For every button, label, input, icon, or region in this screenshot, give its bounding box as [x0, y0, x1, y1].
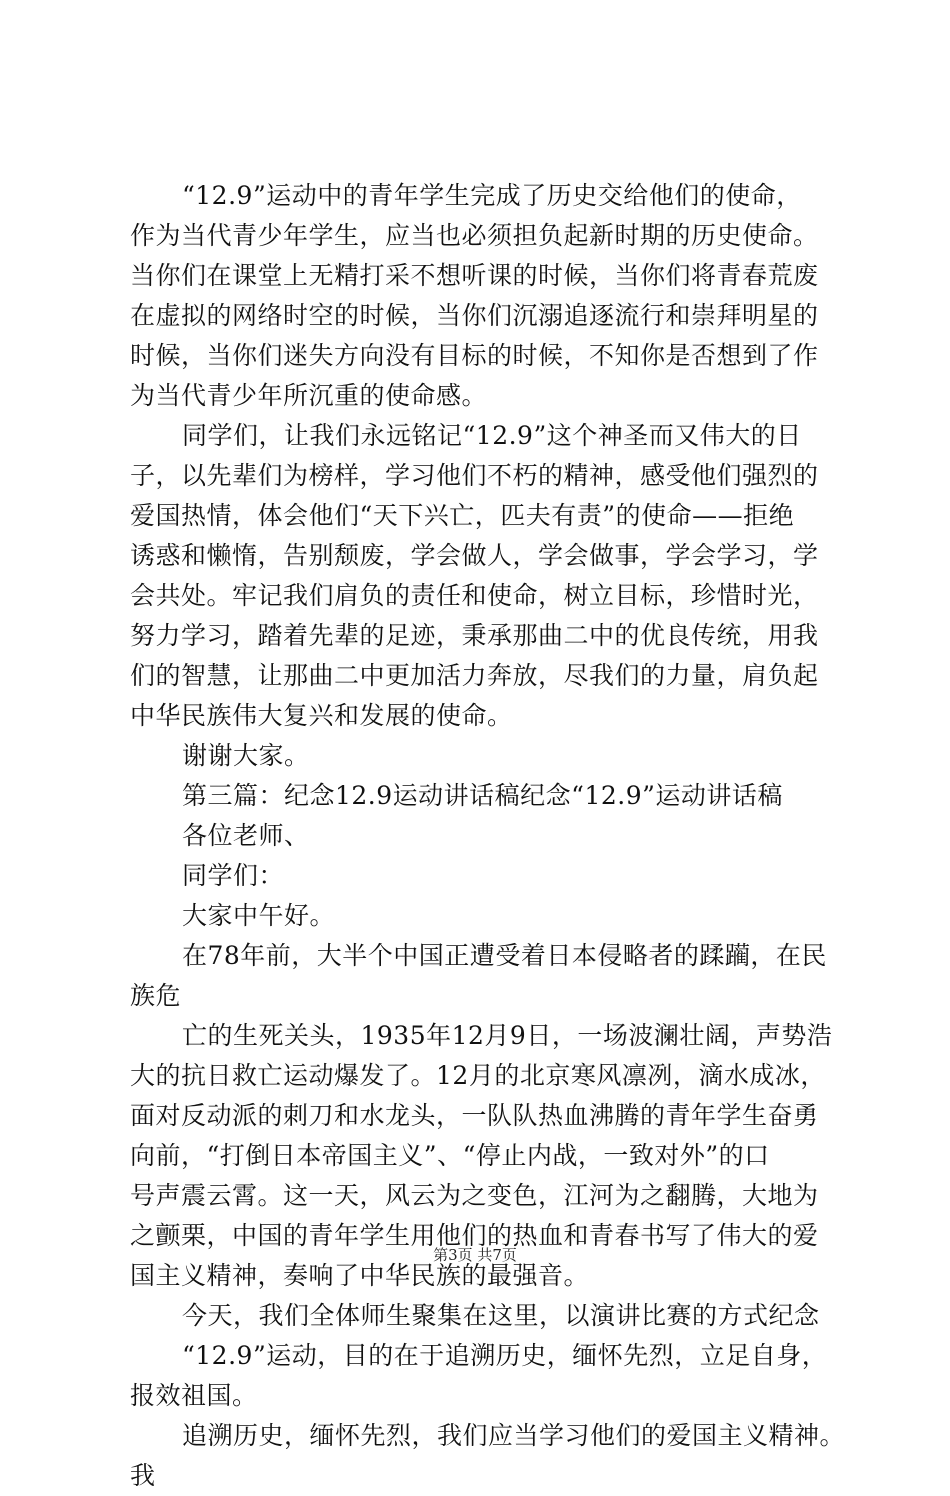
text-line: “12.9”运动中的青年学生完成了历史交给他们的使命，	[182, 181, 802, 210]
text-line: 为当代青少年所沉重的使命感。	[130, 381, 488, 410]
section-heading: 第三篇：纪念12.9运动讲话稿纪念“12.9”运动讲话稿	[182, 781, 783, 810]
text-line: 中华民族伟大复兴和发展的使命。	[130, 701, 513, 730]
text-line: 向前，“打倒日本帝国主义”、“停止内战，一致对外”的口	[130, 1141, 770, 1170]
salutation-line: 同学们：	[182, 861, 285, 890]
text-line: 报效祖国。	[130, 1381, 258, 1410]
text-line: 爱国热情，体会他们“天下兴亡，匹夫有责”的使命——拒绝	[130, 501, 795, 530]
text-line: 国主义精神，奏响了中华民族的最强音。	[130, 1261, 590, 1290]
text-line: 之颤栗，中国的青年学生用他们的热血和青春书写了伟大的爱	[130, 1221, 819, 1250]
text-line: 在虚拟的网络时空的时候，当你们沉溺追逐流行和崇拜明星的	[130, 301, 819, 330]
text-line: 诱惑和懒惰，告别颓废，学会做人，学会做事，学会学习，学	[130, 541, 819, 570]
salutation-line: 各位老师、	[182, 821, 310, 850]
text-line: 大的抗日救亡运动爆发了。12月的北京寒风凛冽，滴水成冰，	[130, 1061, 826, 1090]
greeting-line: 大家中午好。	[182, 901, 336, 930]
page-footer: 第3页 共7页	[433, 1246, 517, 1264]
text-line: 同学们，让我们永远铭记“12.9”这个神圣而又伟大的日	[182, 421, 802, 450]
text-line: 子，以先辈们为榜样，学习他们不朽的精神，感受他们强烈的	[130, 461, 819, 490]
text-line: 作为当代青少年学生，应当也必须担负起新时期的历史使命。	[130, 221, 819, 250]
text-line: 我	[130, 1461, 156, 1490]
text-line: 当你们在课堂上无精打采不想听课的时候，当你们将青春荒废	[130, 261, 819, 290]
text-line: 今天，我们全体师生聚集在这里，以演讲比赛的方式纪念	[182, 1301, 820, 1330]
document-body	[130, 176, 850, 1496]
text-line: 号声震云霄。这一天，风云为之变色，江河为之翻腾，大地为	[130, 1181, 819, 1210]
text-line: “12.9”运动，目的在于追溯历史，缅怀先烈，立足自身，	[182, 1341, 828, 1370]
text-line: 亡的生死关头，1935年12月9日，一场波澜壮阔，声势浩	[182, 1021, 833, 1050]
text-line: 面对反动派的刺刀和水龙头，一队队热血沸腾的青年学生奋勇	[130, 1101, 819, 1130]
text-line: 时候，当你们迷失方向没有目标的时候，不知你是否想到了作	[130, 341, 819, 370]
text-line: 谢谢大家。	[182, 741, 310, 770]
text-line: 会共处。牢记我们肩负的责任和使命，树立目标，珍惜时光，	[130, 581, 819, 610]
text-line: 在78年前，大半个中国正遭受着日本侵略者的蹂躏，在民	[182, 941, 827, 970]
text-line: 努力学习，踏着先辈的足迹，秉承那曲二中的优良传统，用我	[130, 621, 819, 650]
text-line: 族危	[130, 981, 182, 1010]
text-line: 追溯历史，缅怀先烈，我们应当学习他们的爱国主义精神。	[182, 1421, 846, 1450]
text-line: 们的智慧，让那曲二中更加活力奔放，尽我们的力量，肩负起	[130, 661, 819, 690]
